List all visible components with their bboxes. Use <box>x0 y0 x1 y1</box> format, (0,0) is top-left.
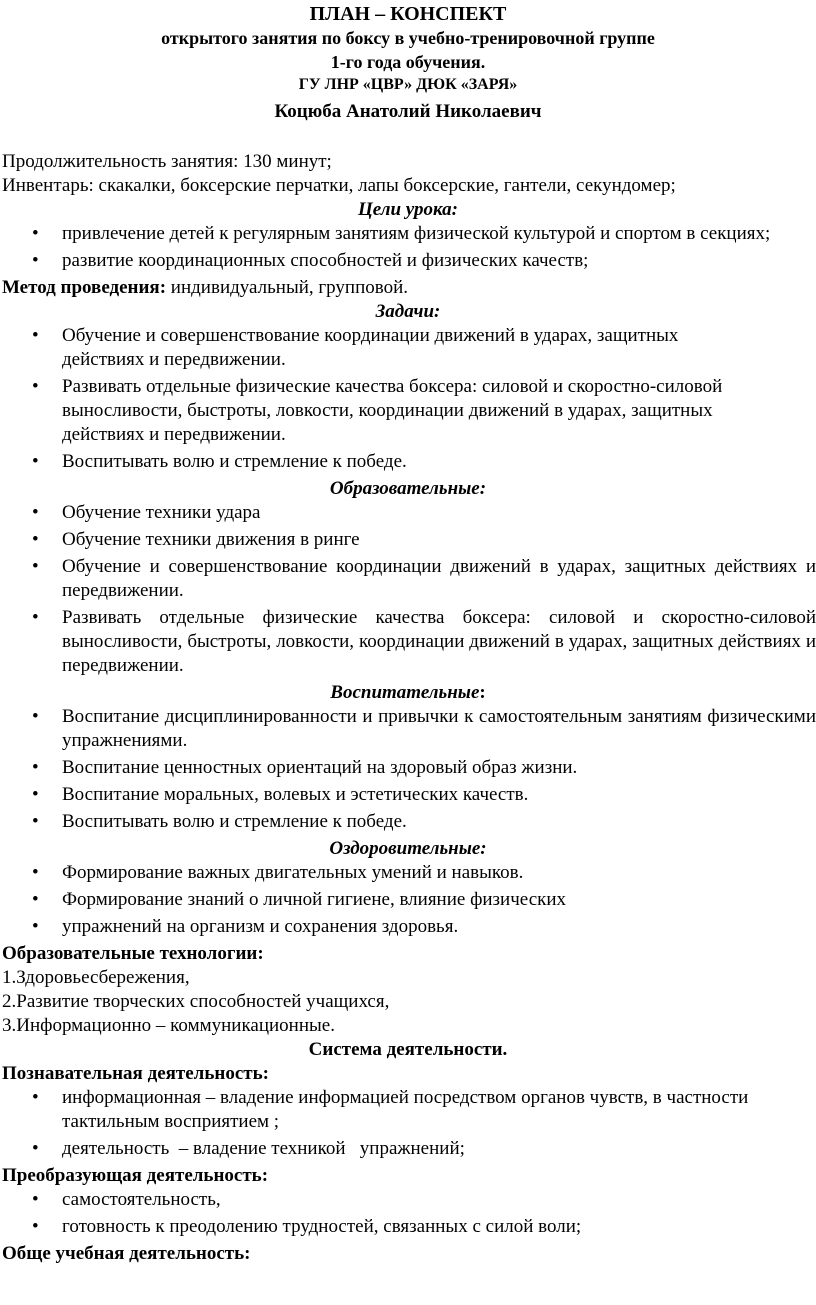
tasks-list <box>0 324 816 474</box>
health-list <box>0 861 816 939</box>
doc-title: ПЛАН – КОНСПЕКТ <box>309 3 507 25</box>
list-item: • Обучение техники удара <box>0 501 816 525</box>
tasks-heading: Задачи: <box>375 301 441 322</box>
list-item: • Формирование знаний о личной гигиене, влияние физических <box>0 888 816 912</box>
goals-list <box>0 222 816 273</box>
list-item: • Обучение и совершенствование координации движений в ударах, защитных действиях и передвижении. <box>0 324 816 372</box>
list-item: • Формирование важных двигательных умений и навыков. <box>0 861 816 885</box>
cognitive-list <box>0 1086 816 1161</box>
method-label: Метод проведения: <box>2 277 167 298</box>
list-item: • деятельность – владение техникой упражнений; <box>0 1137 816 1161</box>
cognitive-heading: Познавательная деятельность: <box>2 1063 269 1084</box>
doc-subtitle: открытого занятия по боксу в учебно-тренировочной группе <box>161 28 655 48</box>
equipment-line: Инвентарь: скакалки, боксерские перчатки, лапы боксерские, гантели, секундомер; <box>2 175 676 196</box>
educational-heading: Образовательные: <box>329 478 487 499</box>
list-item: • упражнений на организм и сохранения здоровья. <box>0 915 816 939</box>
list-item: • Обучение и совершенствование координации движений в ударах, защитных действиях и передвижении. <box>0 555 816 603</box>
list-item: • Обучение техники движения в ринге <box>0 528 816 552</box>
general-heading: Обще учебная деятельность: <box>2 1243 251 1264</box>
list-item: • Развивать отдельные физические качества боксера: силовой и скоростно-силовой выносливости, быстроты, ловкости, координации движений в ударах, защитных действиях и передвижении. <box>0 606 816 678</box>
method-line <box>0 276 816 300</box>
technology-item: 1.Здоровьесбережения, <box>2 967 190 988</box>
doc-author: Коцюба Анатолий Николаевич <box>274 101 542 122</box>
list-item: • Воспитание дисциплинированности и привычки к самостоятельным занятиям физическими упражнениями. <box>0 705 816 753</box>
technology-item: 2.Развитие творческих способностей учащихся, <box>2 991 390 1012</box>
list-item: • привлечение детей к регулярным занятиям физической культурой и спортом в секциях; <box>0 222 816 246</box>
technology-item: 3.Информационно – коммуникационные. <box>2 1015 335 1036</box>
list-item: • Воспитывать волю и стремление к победе. <box>0 450 816 474</box>
upbringing-heading <box>0 681 816 705</box>
list-item: • готовность к преодолению трудностей, связанных с силой воли; <box>0 1215 816 1239</box>
system-heading: Система деятельности. <box>308 1039 508 1060</box>
list-item: • Воспитание ценностных ориентаций на здоровый образ жизни. <box>0 756 816 780</box>
health-heading: Оздоровительные: <box>329 838 487 859</box>
doc-year: 1-го года обучения. <box>330 52 486 72</box>
goals-heading: Цели урока: <box>358 199 458 220</box>
duration-line: Продолжительность занятия: 130 минут; <box>2 151 332 172</box>
educational-list <box>0 501 816 678</box>
list-item: • Развивать отдельные физические качества боксера: силовой и скоростно-силовой выносливости, быстроты, ловкости, координации движений в ударах, защитных действиях и передвижении. <box>0 375 816 447</box>
upbringing-heading-colon: : <box>479 682 486 703</box>
transforming-heading: Преобразующая деятельность: <box>2 1165 269 1186</box>
upbringing-list <box>0 705 816 834</box>
upbringing-heading-text: Воспитательные <box>330 682 480 703</box>
transforming-list <box>0 1188 816 1239</box>
list-item: • Воспитание моральных, волевых и эстетических качеств. <box>0 783 816 807</box>
technologies-heading: Образовательные технологии: <box>2 943 264 964</box>
list-item: • Воспитывать волю и стремление к победе. <box>0 810 816 834</box>
doc-organization: ГУ ЛНР «ЦВР» ДЮК «ЗАРЯ» <box>298 76 518 93</box>
method-value: индивидуальный, групповой. <box>166 277 409 298</box>
list-item: • развитие координационных способностей и физических качеств; <box>0 249 816 273</box>
spacer <box>0 126 816 150</box>
list-item: • самостоятельность, <box>0 1188 816 1212</box>
list-item: • информационная – владение информацией посредством органов чувств, в частности тактильным восприятием ; <box>0 1086 816 1134</box>
document-page <box>0 2 816 1305</box>
